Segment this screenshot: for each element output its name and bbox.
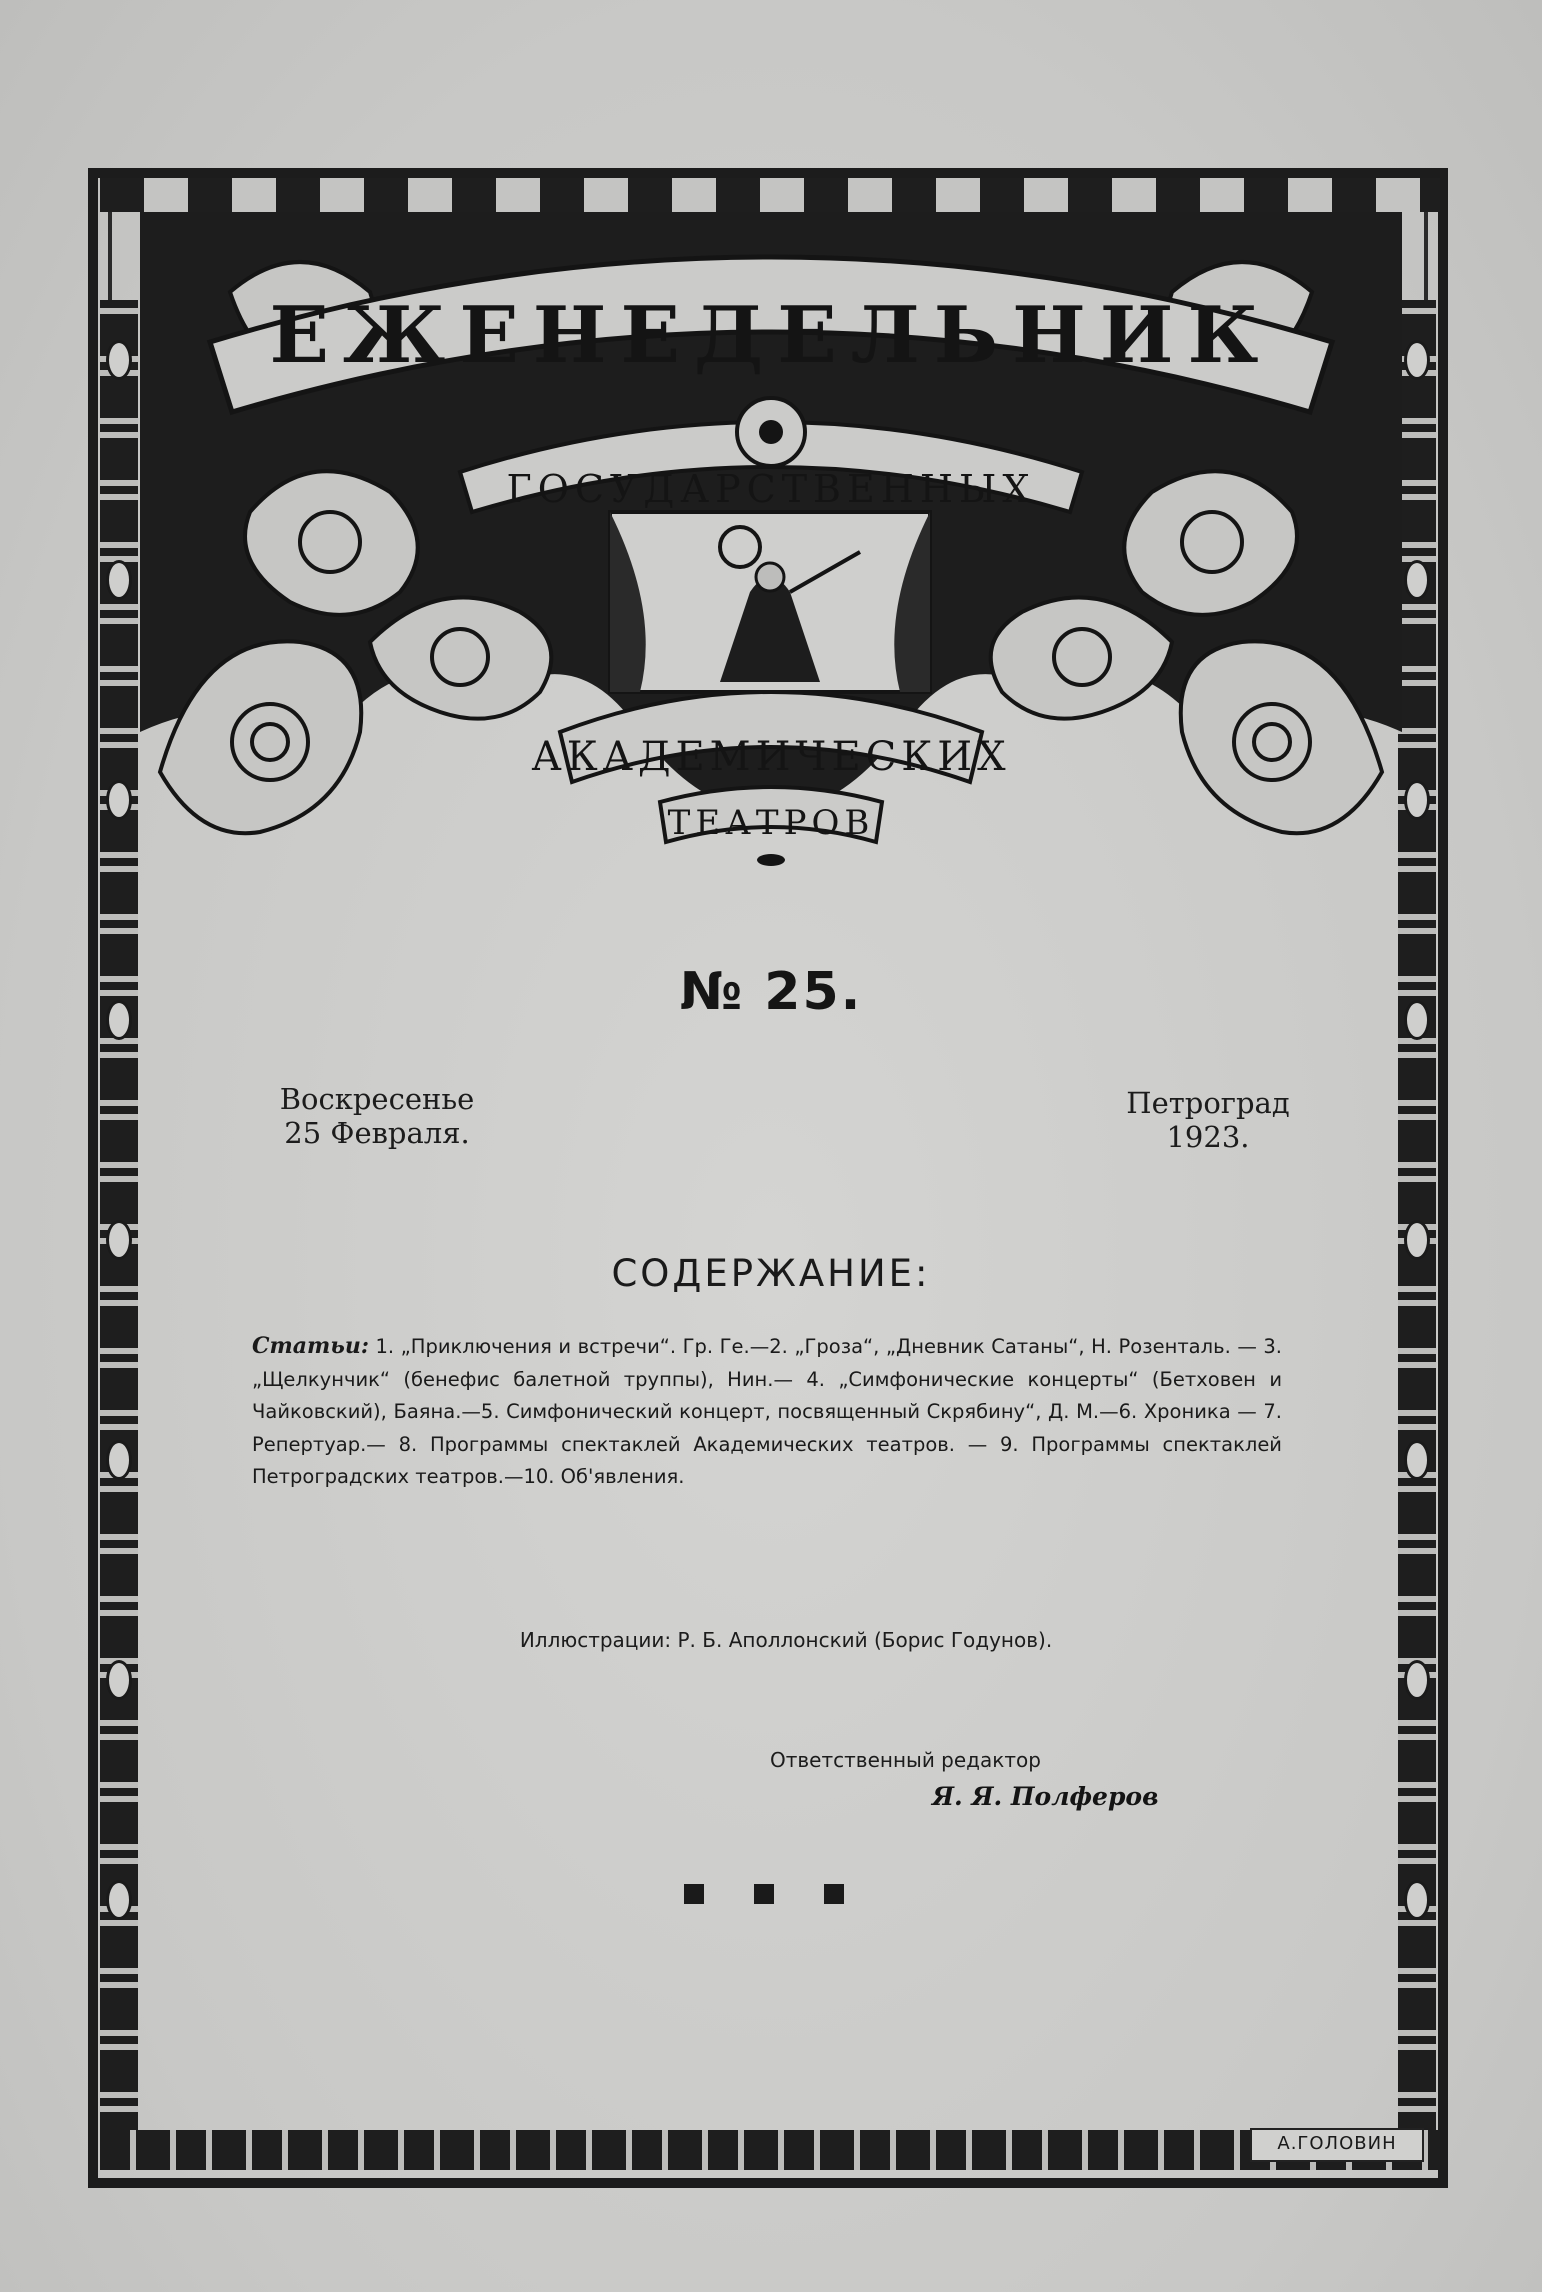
eye-ornament [1404,1660,1430,1700]
right-border-band [1398,300,1436,2160]
issue-year: 1923. [1166,1120,1250,1154]
eye-ornament [1404,1440,1430,1480]
issue-place [1108,1086,1308,1154]
issue-number: № 25. [679,962,863,1022]
dot-ornament [824,1884,844,1904]
eye-ornament [106,340,132,380]
eye-ornament [106,1880,132,1920]
issue-date [262,1082,492,1150]
eye-ornament [106,780,132,820]
svg-text:ГОСУДАРСТВЕННЫХ: ГОСУДАРСТВЕННЫХ [506,467,1036,511]
svg-text:АКАДЕМИЧЕСКИХ: АКАДЕМИЧЕСКИХ [531,734,1011,780]
dot-ornament [684,1884,704,1904]
contents-text: 1. „Приключения и встречи“. Гр. Ге.—2. „Гроза“, „Дневник Сатаны“, Н. Розенталь. — 3. „Щелкунчик“ (бенефис балетной труппы), Нин.— 4. „Симфонические концерты“ (Бетховен и Чайковский), Баяна.—5. Симфонический концерт, посвященный Скрябину“, Д. М.—6. Хроника — 7. Репертуар.— 8. Программы спектаклей Академических театров. — 9. Программы спектаклей Петроградских театров.—10. Об'явления. [252,1335,1282,1488]
editor-label: Ответственный редактор [770,1748,1041,1772]
eye-ornament [1404,1880,1430,1920]
eye-ornament [106,1440,132,1480]
svg-text:ТЕАТРОВ: ТЕАТРОВ [667,803,875,843]
contents-heading: СОДЕРЖАНИЕ: [611,1252,931,1295]
eye-ornament [1404,340,1430,380]
issue-day-month: 25 Февраля. [284,1116,470,1150]
issue-weekday: Воскресенье [279,1082,475,1116]
decorative-dots [684,1884,844,1904]
contents-lead: Статьи: [252,1333,369,1359]
eye-ornament [106,1660,132,1700]
eye-ornament [106,560,132,600]
dot-ornament [754,1884,774,1904]
masthead-title-text: ЕЖЕНЕДЕЛЬНИК [269,290,1273,381]
bottom-border-band [100,2130,1440,2170]
contents-list [252,1330,1282,1494]
masthead-illustration [140,212,1402,872]
editor-name: Я. Я. Полферов [932,1782,1159,1811]
top-border-band [100,178,1440,212]
left-border-band [100,300,138,2160]
issue-city: Петроград [1126,1086,1290,1120]
eye-ornament [1404,560,1430,600]
artist-signature: А.ГОЛОВИН [1250,2128,1424,2162]
eye-ornament [1404,780,1430,820]
illustrations-credit: Иллюстрации: Р. Б. Аполлонский (Борис Годунов). [519,1628,1053,1652]
